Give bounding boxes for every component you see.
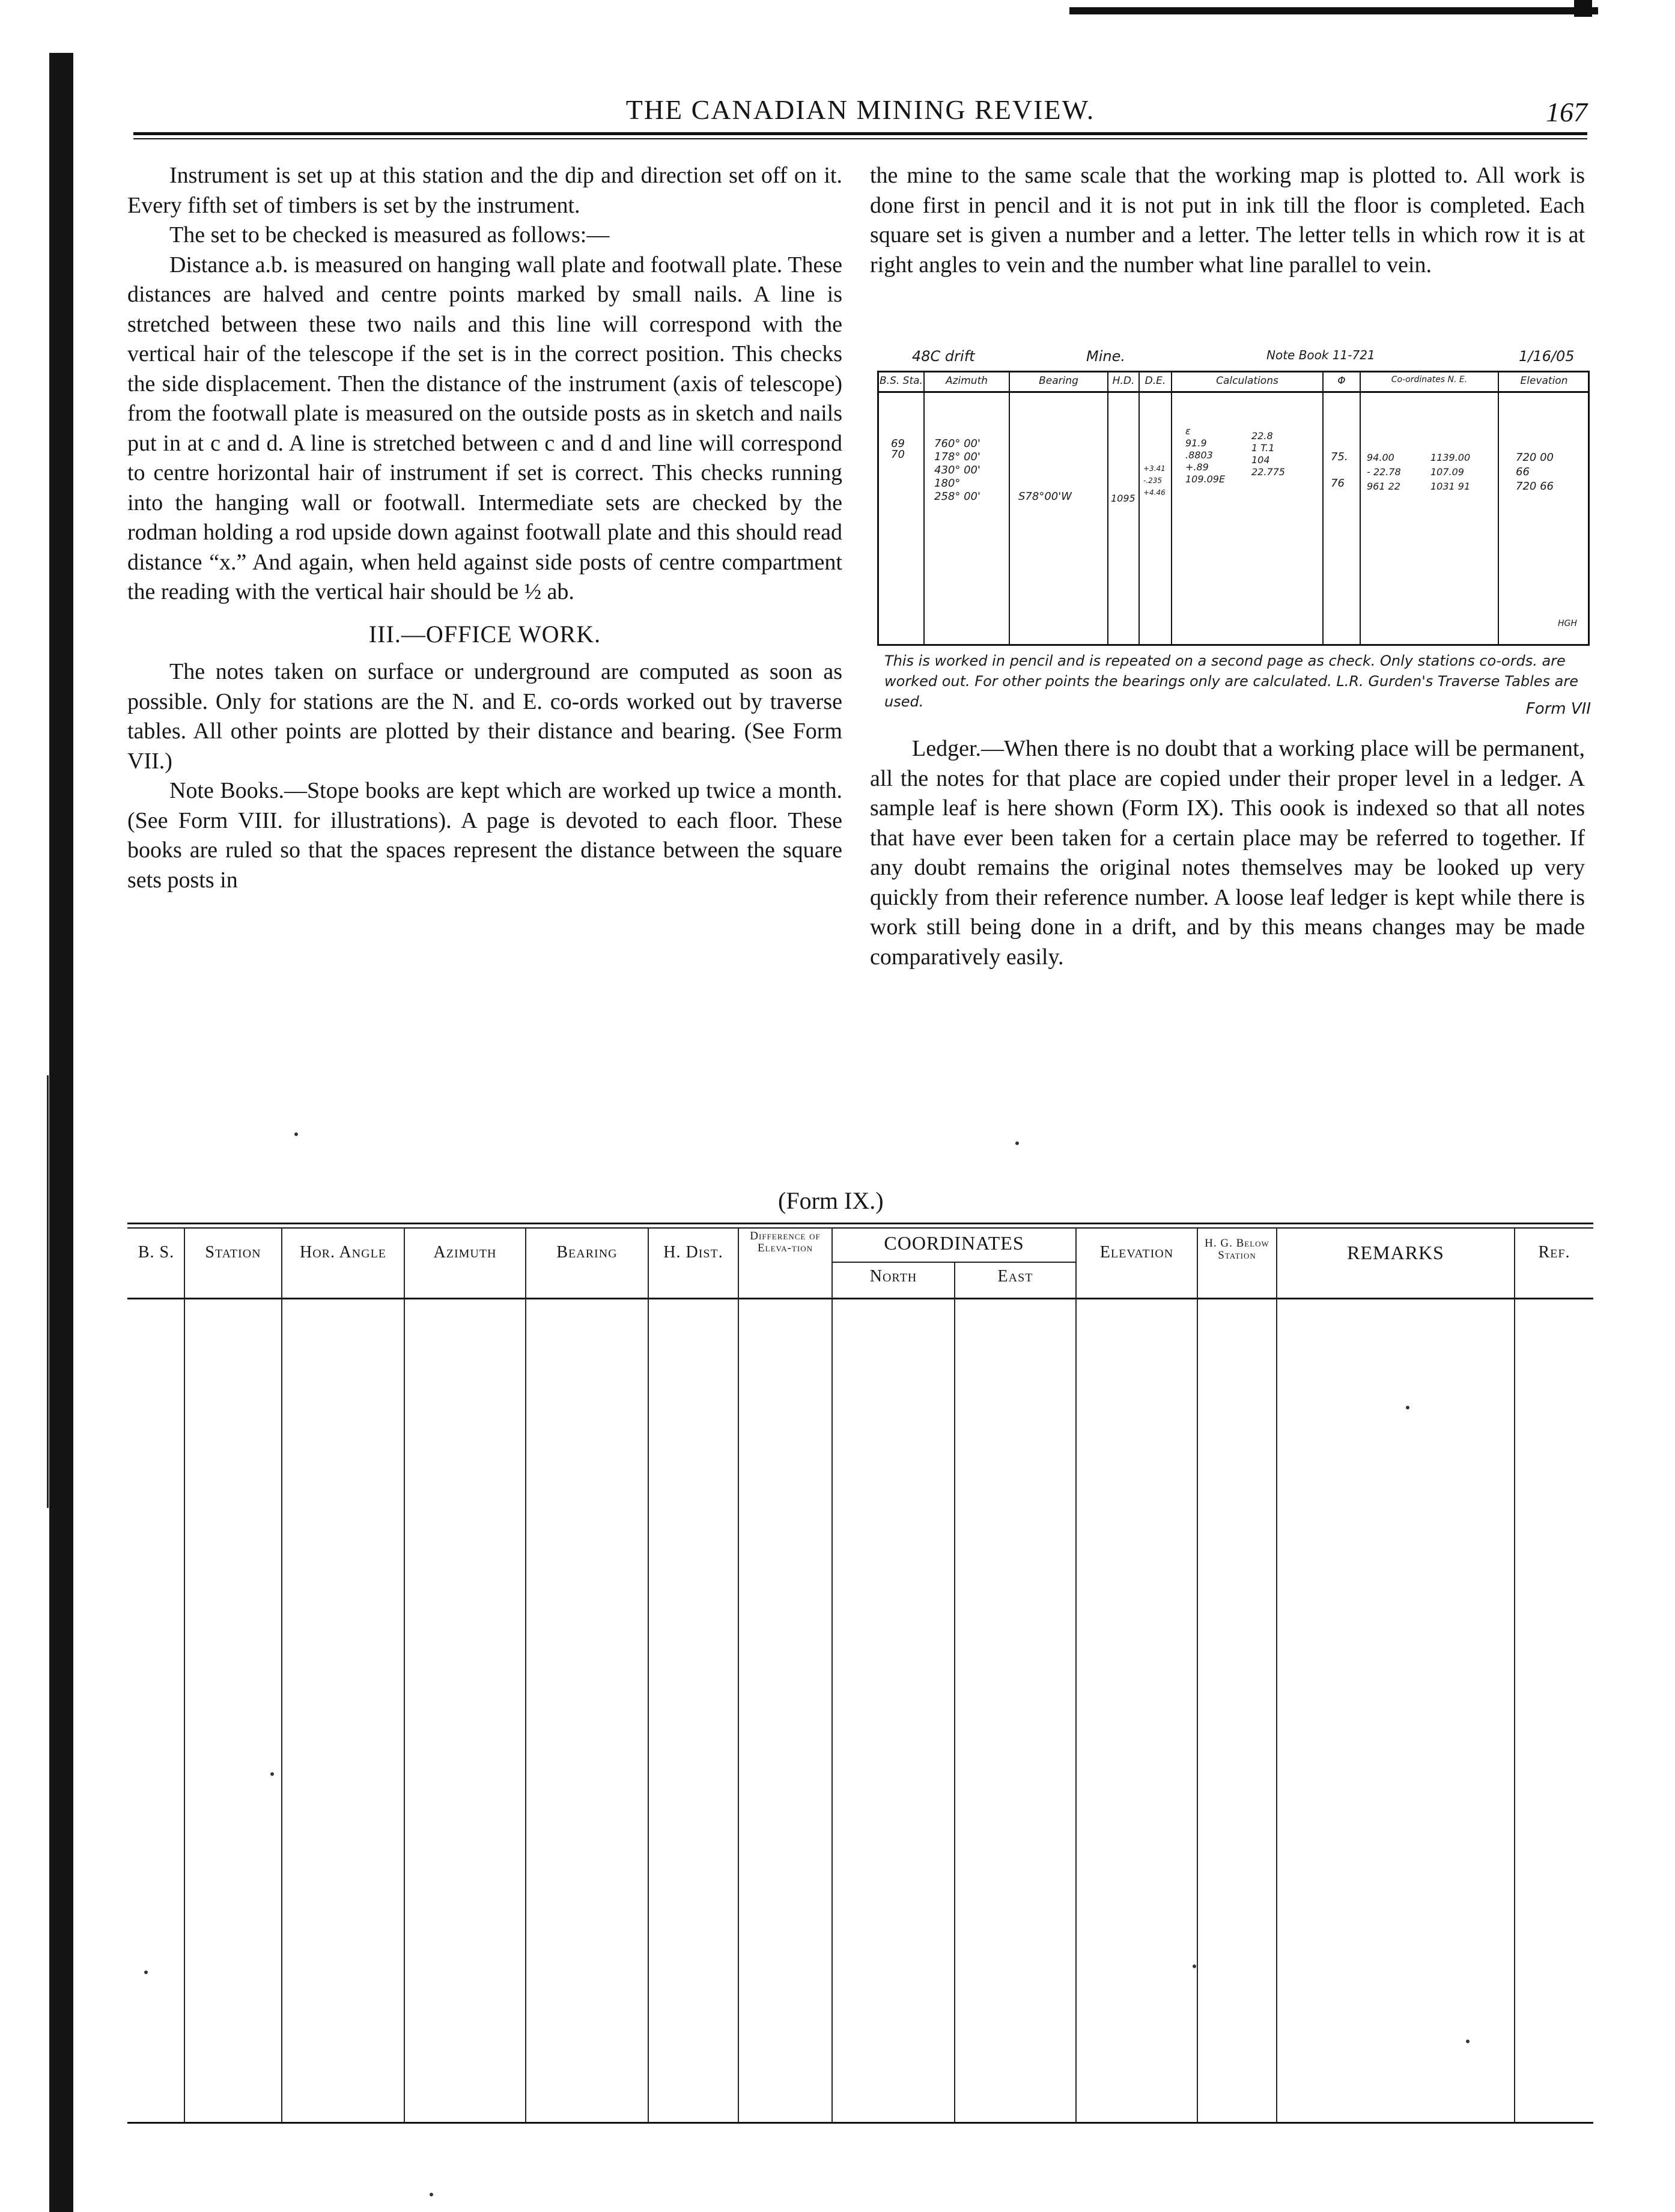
form-vii-grid	[877, 371, 1590, 646]
journal-title: THE CANADIAN MINING REVIEW.	[625, 94, 1095, 125]
margin-line	[47, 1075, 49, 1508]
form-vii-de: +3.41 -.235 +4.46	[1143, 464, 1166, 497]
ledger-header-remarks: REMARKS	[1347, 1242, 1444, 1263]
paragraph: Distance a.b. is measured on hanging wall plate and footwall plate. These distances are halved and centre points marked by small nails. A line is stretched between these two nails and this line will correspond with the vertical hair of the telescope if the set is in the correct position. This checks the side displacement. Then the distance of the instrument (axis of telescope) from the footwall plate is measured on the outside posts as in sketch and nails put in at c and d. A line is stretched between c and d and line will correspond to centre horizontal hair of instrument if set is correct. This checks running into the hanging wall or footwall. Intermediate sets are checked by the rodman holding a rod upside down against footwall plate and this should read distance “x.” And again, when held against side posts of centre compartment the reading with the vertical hair should be ½ ab.	[127, 252, 842, 604]
ledger-bottom-rule	[127, 2122, 1593, 2124]
form-vii-header: Co-ordinates N. E.	[1391, 375, 1468, 384]
scan-speck	[1015, 1141, 1019, 1145]
ledger-column-rule	[525, 1227, 526, 2122]
scan-speck	[1466, 2040, 1470, 2043]
form-vii-calc-b: 22.8 1 T.1 104 22.775	[1251, 430, 1285, 478]
form-vii-column-rule	[923, 372, 925, 644]
form-vii-mine: Mine.	[1086, 348, 1125, 365]
run-in-heading: Ledger.	[912, 736, 982, 761]
form-vii-east: 1139.00 107.09 1031 91	[1430, 452, 1471, 492]
form-vii-note: This is worked in pencil and is repeated on a second page as check. Only stations co-ords. are worked out. For other points the bearings only are calculated. L.R. Gurden's Traverse Tables are used.	[884, 652, 1579, 710]
right-column	[870, 161, 1585, 280]
form-vii-header: H.D.	[1112, 375, 1135, 387]
scan-speck	[1406, 1406, 1409, 1409]
form-vii-elevation: 720 00 66 720 66	[1516, 451, 1554, 493]
right-column-lower	[870, 734, 1585, 972]
page-number: 167	[1546, 97, 1587, 127]
ledger-column-rule	[404, 1227, 405, 2122]
ledger-header-north: North	[869, 1267, 917, 1286]
header-rule	[133, 138, 1587, 139]
ledger-header-coordinates: COORDINATES	[884, 1232, 1024, 1254]
ledger-header-bearing: Bearing	[556, 1243, 618, 1262]
ledger-column-rule	[281, 1227, 282, 2122]
ledger-top-rule	[127, 1227, 1593, 1229]
form-vii-notebook: Note Book 11-721	[1266, 348, 1375, 362]
scan-edge-mark	[1574, 0, 1592, 17]
binding-shadow	[49, 53, 73, 2212]
paragraph: the mine to the same scale that the working map is plotted to. All work is done first in pencil and it is not put in ink till the floor is completed. Each square set is given a number and a letter. The letter tells in which row it is at right angles to vein and the number what line parallel to vein.	[870, 163, 1585, 278]
form-ix-title: (Form IX.)	[778, 1187, 884, 1214]
ledger-header-diff-elevation: Difference of Eleva-tion	[750, 1230, 821, 1254]
form-vii-north: 94.00 - 22.78 961 22	[1367, 452, 1401, 492]
scan-edge-mark	[1069, 7, 1598, 14]
form-vii-calc-a: ε 91.9 .8803 +.89 109.09E	[1185, 425, 1226, 485]
form-vii-drift: 48C drift	[912, 348, 975, 365]
run-in-heading: Note Books.	[169, 778, 284, 803]
paragraph: The set to be checked is measured as follows:—	[169, 222, 610, 248]
form-vii-header: B.S. Sta.	[880, 375, 923, 387]
page-header	[133, 90, 1587, 129]
form-vii-hd: 1095	[1111, 493, 1135, 504]
scan-speck	[294, 1132, 298, 1136]
paragraph-text: —Stope books are kept which are worked up twice a month. (See Form VIII. for illustrations). A page is devoted to each floor. These books are ruled so that the spaces represent the distance between the square sets posts in	[127, 778, 843, 893]
form-vii-bearing: S78°00'W	[1018, 490, 1072, 503]
coordinates-sub-rule	[831, 1262, 1075, 1263]
ledger-column-rule	[1197, 1227, 1198, 2122]
paragraph: Instrument is set up at this station and the dip and direction set off on it. Every fifth set of timbers is set by the instrument.	[127, 163, 842, 218]
form-vii-column-rule	[1360, 372, 1361, 644]
scan-speck	[1193, 1964, 1196, 1968]
form-vii-azimuth: 760° 00' 178° 00' 430° 00' 180° 258° 00'	[934, 437, 980, 503]
paragraph-text: —When there is no doubt that a working place will be permanent, all the notes for that place are copied under their proper level in a ledger. A sample leaf is here shown (Form IX). This oook is indexed so that all notes that have ever been taken for a certain place may be referred to together. If any doubt remains the original notes themselves may be looked up very quickly from their reference number. A loose leaf ledger is kept while there is work still being done in a drift, and by this means changes may be made comparatively easily.	[870, 736, 1585, 970]
ledger-header-azimuth: Azimuth	[433, 1243, 497, 1262]
form-vii-date: 1/16/05	[1519, 348, 1575, 365]
form-vii-header: D.E.	[1145, 375, 1166, 387]
form-vii-header-row	[879, 372, 1588, 393]
form-vii-header: Φ	[1337, 375, 1346, 387]
ledger-header-hor-angle: Hor. Angle	[300, 1243, 386, 1262]
paragraph: The notes taken on surface or underground are computed as soon as possible. Only for stations are the N. and E. co-ords worked out by traverse tables. All other points are plotted by their distance and bearing. (See Form VII.)	[127, 659, 842, 774]
ledger-top-rule	[127, 1223, 1593, 1224]
form-vii-phi: 75. 76	[1331, 451, 1348, 490]
scan-speck	[144, 1970, 148, 1974]
form-vii-header: Calculations	[1216, 375, 1278, 387]
ledger-column-rule	[738, 1227, 739, 2122]
header-rule	[133, 132, 1587, 135]
ledger-column-rule	[184, 1227, 185, 2122]
form-vii-header: Bearing	[1039, 375, 1078, 387]
form-vii-column-rule	[1107, 372, 1108, 644]
ledger-column-rule	[1276, 1227, 1277, 2122]
paragraph	[870, 734, 1585, 972]
section-heading: III.—OFFICE WORK.	[368, 620, 601, 648]
ledger-header-station: Station	[205, 1243, 261, 1262]
form-vii-column-rule	[1171, 372, 1172, 644]
form-vii-sketch	[870, 345, 1597, 718]
ledger-header-rule	[127, 1298, 1593, 1299]
form-vii-topline	[912, 345, 1591, 369]
ledger-column-rule	[1075, 1227, 1077, 2122]
ledger-header-bs: B. S.	[138, 1243, 175, 1262]
ledger-column-rule	[1514, 1227, 1515, 2122]
ledger-header-elevation: Elevation	[1099, 1243, 1174, 1262]
form-vii-header: Azimuth	[945, 375, 988, 387]
form-vii-column-rule	[1322, 372, 1324, 644]
ledger-header-h-dist: H. Dist.	[663, 1243, 723, 1262]
ledger-column-rule	[831, 1227, 833, 2122]
ledger-header-east: East	[997, 1267, 1033, 1286]
ledger-column-rule	[648, 1227, 649, 2122]
left-column	[127, 161, 842, 895]
form-vii-header: Elevation	[1520, 375, 1568, 387]
scan-speck	[430, 2193, 433, 2196]
form-vii-column-rule	[1009, 372, 1010, 644]
ledger-column-rule	[954, 1262, 955, 2122]
form-vii-initials: HGH	[1558, 619, 1577, 628]
scan-speck	[270, 1772, 274, 1776]
ledger-header-ref: Ref.	[1538, 1243, 1570, 1262]
form-vii-label: Form VII	[1525, 700, 1591, 718]
ledger-header-hg-below-station: H. G. Below Station	[1205, 1237, 1269, 1262]
form-vii-bs: 69 70	[891, 437, 905, 461]
paragraph	[127, 776, 842, 895]
form-vii-column-rule	[1138, 372, 1140, 644]
form-vii-column-rule	[1498, 372, 1499, 644]
